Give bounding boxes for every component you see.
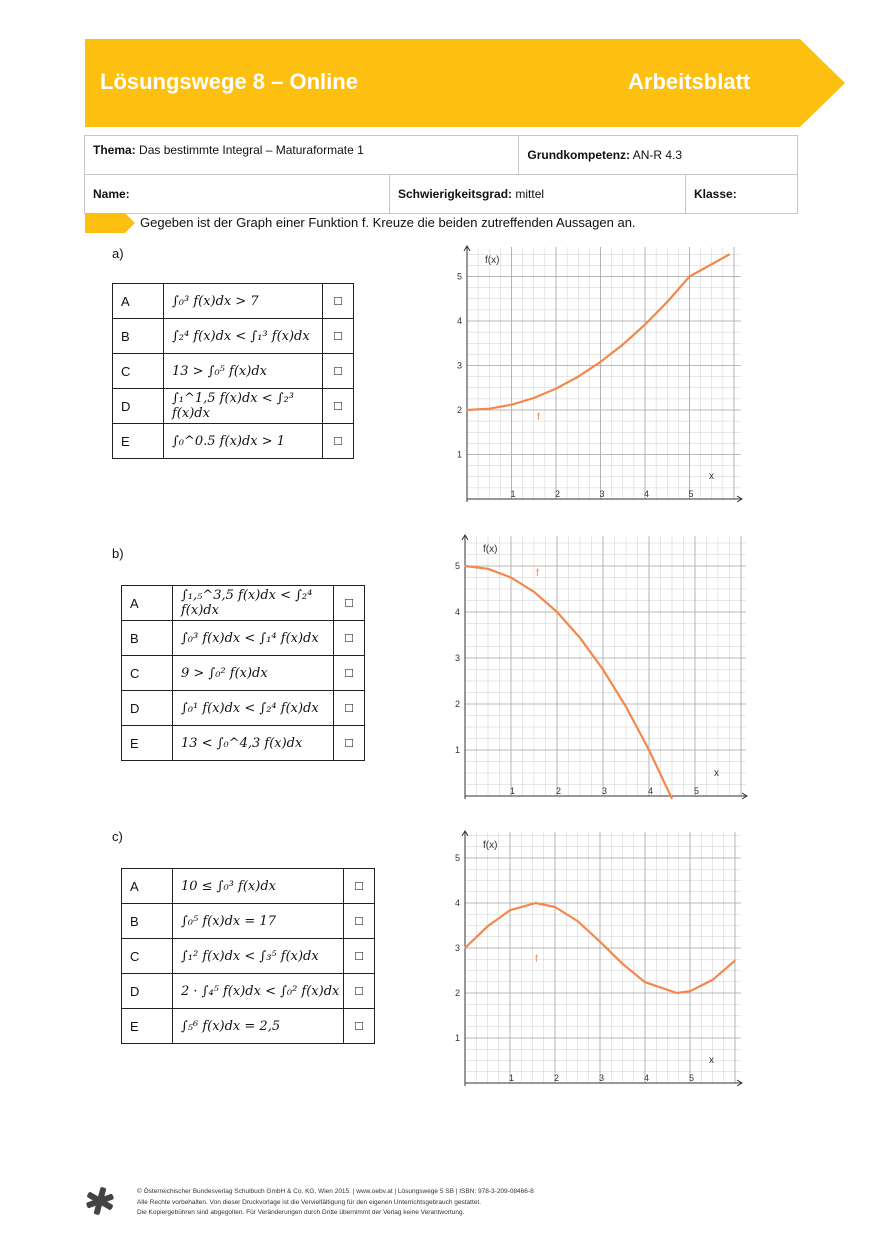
- y-tick-label: 4: [455, 607, 460, 617]
- option-expression: 10 ≤ ∫₀³ f(x)dx: [173, 869, 344, 904]
- curve-point: [466, 409, 467, 410]
- option-row: [122, 974, 375, 1009]
- option-letter: C: [122, 939, 173, 974]
- x-tick-label: 2: [555, 489, 561, 499]
- curve-point: [511, 404, 512, 405]
- curve-point: [671, 798, 672, 799]
- curve-point: [533, 397, 534, 398]
- y-tick-label: 5: [456, 271, 462, 282]
- curve-point: [734, 960, 735, 961]
- x-tick-label: 4: [644, 489, 650, 499]
- checkbox[interactable]: ☐: [334, 691, 365, 726]
- option-expression: 9 > ∫₀² f(x)dx: [173, 656, 334, 691]
- curve-point: [487, 926, 488, 927]
- footer-line: Alle Rechte vorbehalten. Von dieser Druckvorlage ist die Vervielfältigung für den eigenen Unterrichtsgebrauch gestattet.: [137, 1198, 481, 1206]
- part-a-table: [112, 283, 354, 459]
- y-axis-label: f(x): [483, 840, 498, 851]
- curve-point: [554, 906, 555, 907]
- option-letter: B: [122, 904, 173, 939]
- curve-point: [533, 591, 534, 592]
- kompetenz-label: Grundkompetenz:: [527, 148, 631, 162]
- x-tick-label: 4: [648, 786, 654, 796]
- thema-value: Das bestimmte Integral – Maturaformate 1: [139, 143, 364, 157]
- curve-point: [729, 254, 730, 255]
- option-expression: ∫₁² f(x)dx < ∫₃⁵ f(x)dx: [173, 939, 344, 974]
- header-banner: [85, 39, 845, 127]
- option-row: [122, 586, 365, 621]
- klasse-cell[interactable]: [686, 175, 798, 214]
- option-row: [122, 621, 365, 656]
- option-expression: 13 < ∫₀^4,3 f(x)dx: [173, 726, 334, 761]
- option-expression: ∫₀³ f(x)dx < ∫₁⁴ f(x)dx: [173, 621, 334, 656]
- y-tick-label: 4: [456, 316, 462, 326]
- option-row: [122, 691, 365, 726]
- kompetenz-cell: [519, 136, 798, 175]
- publisher-logo-icon: [84, 1185, 116, 1217]
- thema-label: Thema:: [93, 143, 136, 157]
- curve-point: [509, 910, 510, 911]
- option-letter: B: [122, 621, 173, 656]
- option-letter: D: [122, 974, 173, 1009]
- x-axis-label: x: [714, 768, 719, 779]
- y-tick-label: 3: [456, 360, 462, 371]
- curve-point: [599, 941, 600, 942]
- y-tick-label: 3: [455, 943, 460, 953]
- banner-type: Arbeitsblatt: [628, 69, 751, 94]
- x-tick-label: 1: [509, 1073, 515, 1083]
- checkbox[interactable]: ☐: [323, 424, 354, 459]
- curve-point: [577, 920, 578, 921]
- curve-point: [510, 577, 511, 578]
- x-tick-label: 3: [602, 786, 608, 796]
- y-tick-label: 2: [455, 988, 460, 998]
- curve-point: [535, 902, 536, 903]
- info-table: [84, 135, 798, 214]
- option-row: [113, 424, 354, 459]
- option-expression: ∫₁^1,5 f(x)dx < ∫₂³ f(x)dx: [164, 389, 323, 424]
- option-letter: E: [122, 726, 173, 761]
- footer-line: © Österreichischer Bundesverlag Schulbuch GmbH & Co. KG, Wien 2015. | www.oebv.at | Lösungswege 5 SB | ISBN: 978-3-209-08466-8: [137, 1188, 534, 1195]
- option-row: [122, 939, 375, 974]
- curve-point: [579, 637, 580, 638]
- curve-point: [464, 565, 465, 566]
- checkbox[interactable]: ☐: [323, 389, 354, 424]
- y-tick-label: 4: [455, 898, 460, 908]
- checkbox[interactable]: ☐: [334, 656, 365, 691]
- y-axis-label: f(x): [485, 255, 500, 266]
- x-tick-label: 2: [554, 1073, 560, 1083]
- graph-b: [455, 532, 750, 802]
- y-tick-label: 5: [455, 561, 460, 571]
- option-letter: E: [113, 424, 164, 459]
- curve-point: [625, 706, 626, 707]
- schwierigkeit-cell: [390, 175, 686, 214]
- y-tick-label: 5: [455, 853, 460, 863]
- schwierigkeit-value: mittel: [515, 187, 545, 201]
- curve-point: [622, 344, 623, 345]
- option-row: [113, 319, 354, 354]
- graph-c: [455, 828, 745, 1090]
- curve-point: [644, 324, 645, 325]
- part-b-table: [121, 585, 365, 761]
- option-expression: ∫₀³ f(x)dx > 7: [164, 284, 323, 319]
- option-expression: ∫₁,₅^3,5 f(x)dx < ∫₂⁴ f(x)dx: [173, 586, 334, 621]
- x-tick-label: 5: [694, 786, 700, 796]
- part-c-table: [121, 868, 375, 1044]
- curve-point: [556, 611, 557, 612]
- curve-point: [487, 568, 488, 569]
- x-tick-label: 3: [599, 1073, 605, 1083]
- klasse-label: Klasse:: [694, 187, 737, 201]
- curve-point: [464, 947, 465, 948]
- checkbox[interactable]: ☐: [344, 869, 375, 904]
- x-tick-label: 5: [688, 489, 694, 499]
- instruction-arrow-icon: [85, 213, 135, 233]
- checkbox[interactable]: ☐: [344, 939, 375, 974]
- curve-point: [676, 992, 677, 993]
- y-axis-label: f(x): [483, 544, 498, 555]
- instruction-text: Gegeben ist der Graph einer Funktion f. Kreuze die beiden zutreffenden Aussagen an.: [140, 215, 636, 230]
- option-letter: D: [113, 389, 164, 424]
- checkbox[interactable]: ☐: [334, 726, 365, 761]
- y-tick-label: 1: [455, 1033, 460, 1043]
- checkbox[interactable]: ☐: [344, 974, 375, 1009]
- option-expression: ∫₀¹ f(x)dx < ∫₂⁴ f(x)dx: [173, 691, 334, 726]
- option-row: [122, 1009, 375, 1044]
- curve-point: [622, 963, 623, 964]
- checkbox[interactable]: ☐: [334, 621, 365, 656]
- graph-a: [455, 243, 745, 505]
- thema-cell: [85, 136, 519, 175]
- footer-line: Die Kopiergebühren sind abgegolten. Für Veränderungen durch Dritte übernimmt der Verlag keine Verantwortung.: [137, 1209, 465, 1216]
- curve-point: [602, 669, 603, 670]
- y-tick-label: 3: [455, 653, 460, 663]
- x-axis-label: x: [709, 1055, 714, 1066]
- option-letter: A: [122, 869, 173, 904]
- curve-point: [712, 979, 713, 980]
- option-row: [122, 904, 375, 939]
- curve-point: [555, 388, 556, 389]
- name-label: Name:: [93, 187, 130, 201]
- curve-label: f: [535, 954, 538, 965]
- curve-point: [667, 301, 668, 302]
- name-cell[interactable]: [85, 175, 390, 214]
- option-expression: 2 · ∫₄⁵ f(x)dx < ∫₀² f(x)dx: [173, 974, 344, 1009]
- option-row: [122, 869, 375, 904]
- x-axis-label: x: [709, 471, 714, 482]
- y-tick-label: 1: [455, 745, 460, 755]
- y-tick-label: 2: [456, 405, 462, 415]
- y-tick-label: 2: [455, 699, 460, 709]
- curve-point: [689, 276, 690, 277]
- part-b-label: b): [112, 546, 124, 561]
- checkbox[interactable]: ☐: [334, 586, 365, 621]
- schwierigkeit-label: Schwierigkeitsgrad:: [398, 187, 513, 201]
- kompetenz-value: AN-R 4.3: [632, 148, 683, 162]
- curve-point: [644, 982, 645, 983]
- curve-point: [578, 376, 579, 377]
- x-tick-label: 5: [689, 1073, 695, 1083]
- option-expression: ∫₀⁵ f(x)dx = 17: [173, 904, 344, 939]
- option-row: [122, 726, 365, 761]
- checkbox[interactable]: ☐: [344, 904, 375, 939]
- curve-label: f: [536, 568, 539, 579]
- x-tick-label: 1: [510, 489, 516, 499]
- y-tick-label: 1: [456, 449, 462, 460]
- x-tick-label: 4: [644, 1073, 650, 1083]
- option-expression: ∫₂⁴ f(x)dx < ∫₁³ f(x)dx: [164, 319, 323, 354]
- x-tick-label: 3: [599, 489, 605, 499]
- x-tick-label: 1: [510, 786, 516, 796]
- option-letter: D: [122, 691, 173, 726]
- option-row: [122, 656, 365, 691]
- option-letter: A: [113, 284, 164, 319]
- option-row: [113, 284, 354, 319]
- part-a-label: a): [112, 246, 124, 261]
- part-c-label: c): [112, 829, 123, 844]
- footer-text: [137, 1187, 534, 1219]
- option-row: [113, 354, 354, 389]
- option-row: [113, 389, 354, 424]
- option-expression: 13 > ∫₀⁵ f(x)dx: [164, 354, 323, 389]
- curve-point: [600, 361, 601, 362]
- checkbox[interactable]: ☐: [323, 284, 354, 319]
- option-letter: C: [122, 656, 173, 691]
- option-letter: A: [122, 586, 173, 621]
- option-expression: ∫₅⁶ f(x)dx = 2,5: [173, 1009, 344, 1044]
- option-letter: B: [113, 319, 164, 354]
- x-tick-label: 2: [556, 786, 562, 796]
- curve-label: f: [537, 412, 540, 423]
- option-letter: C: [113, 354, 164, 389]
- curve-point: [489, 408, 490, 409]
- option-expression: ∫₀^0.5 f(x)dx > 1: [164, 424, 323, 459]
- banner-title: Lösungswege 8 – Online: [100, 69, 358, 94]
- curve-point: [689, 991, 690, 992]
- curve-point: [648, 749, 649, 750]
- checkbox[interactable]: ☐: [344, 1009, 375, 1044]
- checkbox[interactable]: ☐: [323, 354, 354, 389]
- checkbox[interactable]: ☐: [323, 319, 354, 354]
- option-letter: E: [122, 1009, 173, 1044]
